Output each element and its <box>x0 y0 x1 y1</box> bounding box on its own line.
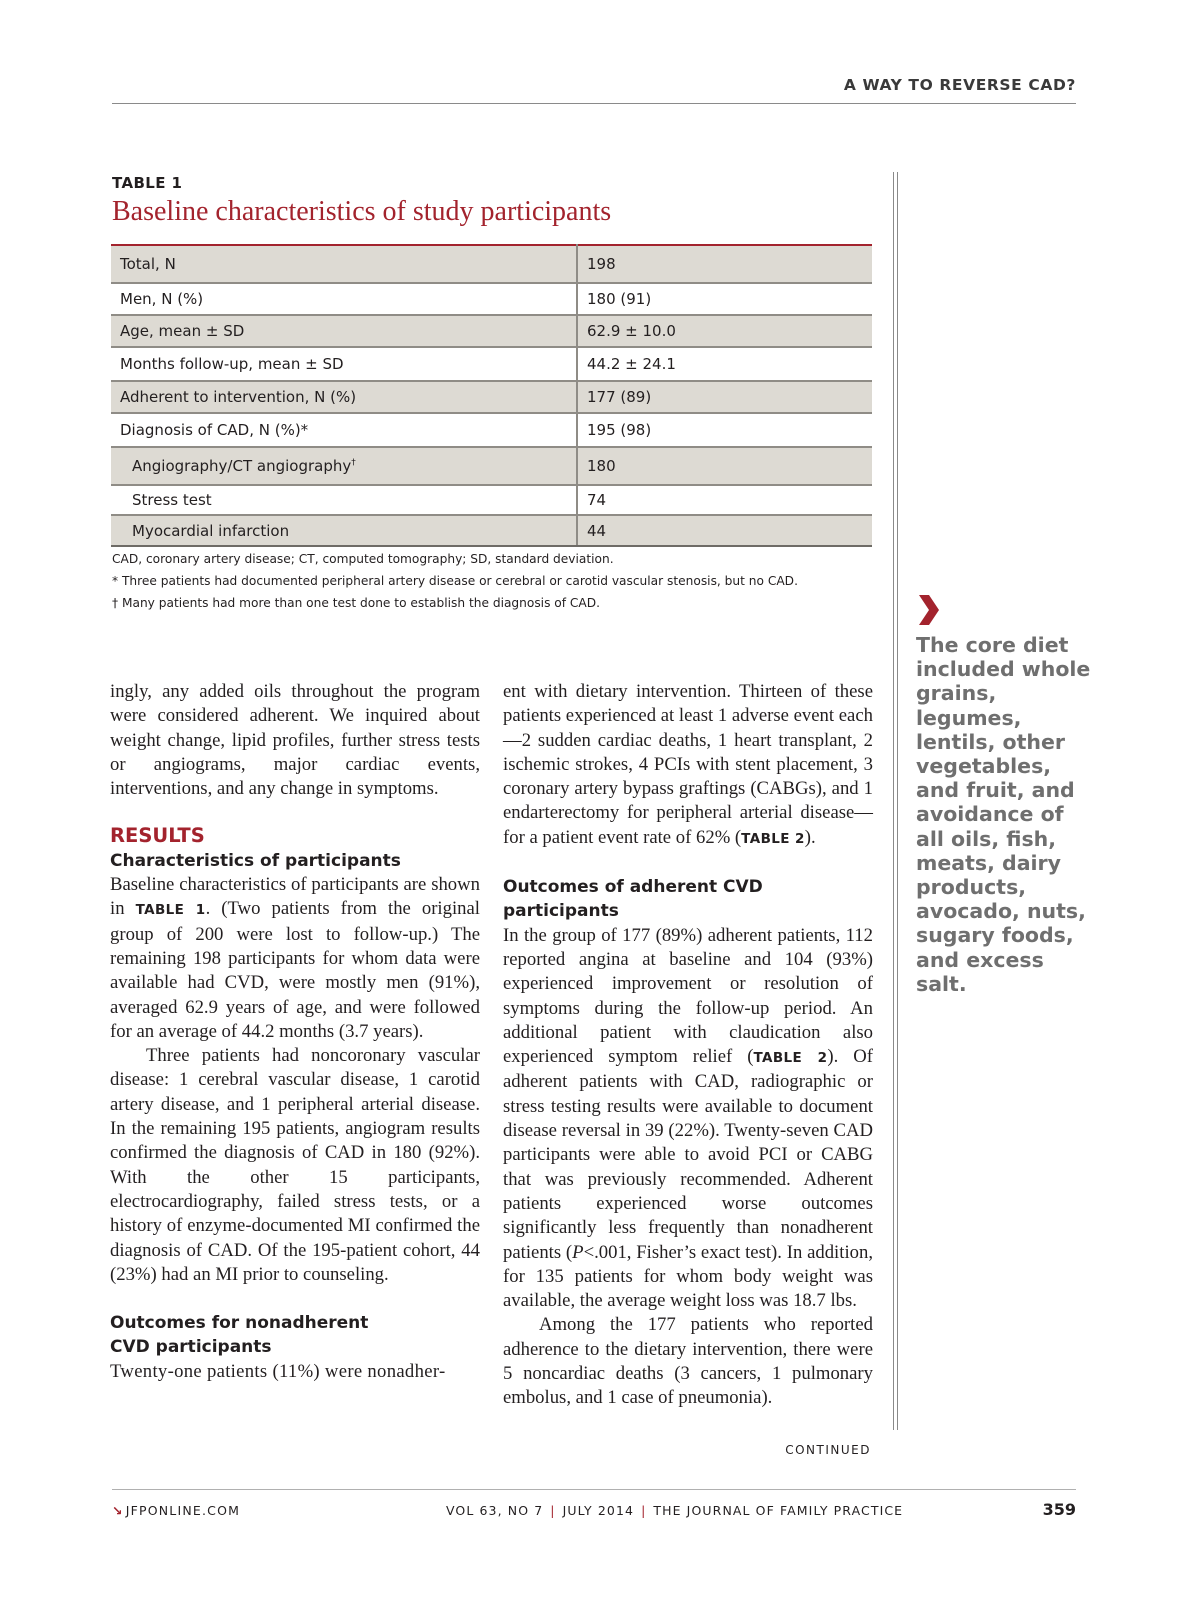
running-header: A WAY TO REVERSE CAD? <box>843 76 1076 94</box>
dagger-mark: † <box>351 458 356 468</box>
table-cell-value: 44.2 ± 24.1 <box>577 347 872 381</box>
body-column-right <box>503 680 873 1411</box>
table-row <box>111 347 872 381</box>
subheading-adherent: Outcomes of adherent CVD participants <box>503 877 763 922</box>
footer-site[interactable] <box>112 1503 240 1518</box>
footer-citation <box>446 1503 903 1518</box>
table-notes <box>112 548 882 614</box>
table-row <box>111 485 872 515</box>
table-cell-value: 74 <box>577 485 872 515</box>
chevron-right-icon <box>917 595 939 625</box>
paragraph-nonadherent-start: Twenty-one patients (11%) were nonadher- <box>110 1360 446 1382</box>
table-cell-label: Adherent to intervention, N (%) <box>111 381 577 413</box>
table-cell-value: 180 <box>577 447 872 485</box>
table-reference: TABLE 2 <box>753 1050 828 1067</box>
paragraph-noncoronary: Three patients had noncoronary vascular disease: 1 cerebral vascular disease, 1 carotid artery disease, and 1 peripheral arterial disease. In the remaining 195 patients, angiogram results confirmed the diagnosis of CAD in 180 (92%). With the other 15 participants, electrocardiography, failed stress tests, or a history of enzyme-documented MI confirmed the diagnosis of CAD. Of the 195-patient cohort, 44 (23%) had an MI prior to counseling. <box>110 1045 480 1285</box>
table-cell-label-text: Angiography/CT angiography <box>132 457 352 475</box>
table-reference: TABLE 2 <box>741 830 805 847</box>
footer-volume: VOL 63, NO 7 <box>446 1503 544 1518</box>
text-span: In the group of 177 (89%) adherent patients, 112 reported angina at baseline and 104 (93%) experienced improvement or resolution of symptoms during the follow-up period. An additional patient with claudication also experienced symptom relief ( <box>503 924 873 1068</box>
table-note-asterisk: * Three patients had documented peripheral artery disease or cerebral or carotid vascular stenosis, but no CAD. <box>112 574 798 588</box>
subheading-nonadherent <box>110 1311 480 1360</box>
table-cell-label: Age, mean ± SD <box>111 315 577 347</box>
table-cell-value: 198 <box>577 245 872 283</box>
footer-rule <box>112 1489 1076 1490</box>
results-heading: RESULTS <box>110 824 205 848</box>
table-row <box>111 515 872 546</box>
separator-bar: | <box>550 1503 556 1518</box>
table-row <box>111 413 872 447</box>
table-cell-value: 180 (91) <box>577 283 872 315</box>
footer-date: JULY 2014 <box>562 1503 635 1518</box>
table-cell-label: Total, N <box>111 245 577 283</box>
text-span: ). Of adherent patients with CAD, radiographic or stress testing results were available to document disease reversal in 39 (22%). Twenty-seven CAD participants were able to avoid PCI or CABG that was previously recommended. Adherent patients experienced worse outcomes significantly less frequently than nonadherent patients ( <box>503 1046 873 1263</box>
table-cell-label: Diagnosis of CAD, N (%)* <box>111 413 577 447</box>
pull-quote: The core diet included whole grains, legumes, lentils, other vegetables, and fruit, and avoidance of all oils, fish, meats, dairy products, avocado, nuts, sugary foods, and excess salt. <box>916 633 1091 996</box>
table-row <box>111 315 872 347</box>
paragraph-nonadherent <box>503 680 873 851</box>
table-cell-label: Months follow-up, mean ± SD <box>111 347 577 381</box>
table-cell-label: Myocardial infarction <box>111 515 577 546</box>
table-row <box>111 283 872 315</box>
body-column-left <box>110 680 480 1384</box>
header-rule <box>112 103 1076 104</box>
paragraph-adherent <box>503 924 873 1314</box>
table-cell-value: 177 (89) <box>577 381 872 413</box>
table-cell-value: 44 <box>577 515 872 546</box>
arrow-down-right-icon: ↘ <box>112 1503 124 1518</box>
page-number: 359 <box>1042 1500 1076 1519</box>
subheading-line: Outcomes for nonadherent <box>110 1313 369 1334</box>
text-span: ent with dietary intervention. Thirteen of these patients experienced at least 1 adverse event each—2 sudden cardiac deaths, 1 heart transplant, 2 ischemic strokes, 4 PCIs with stent placement, 3 coronary artery bypass graftings (CABGs), and 1 endarterectomy for peripheral arterial disease—for a patient event rate of 62% ( <box>503 681 873 848</box>
table-note-dagger: † Many patients had more than one test done to establish the diagnosis of CAD. <box>112 596 601 610</box>
text-span: ). <box>804 826 816 848</box>
sidebar-divider <box>893 172 898 1430</box>
table-note-abbreviations: CAD, coronary artery disease; CT, computed tomography; SD, standard deviation. <box>112 552 614 566</box>
table-cell-value: 62.9 ± 10.0 <box>577 315 872 347</box>
site-link[interactable]: JFPONLINE.COM <box>125 1503 241 1518</box>
table-row <box>111 245 872 283</box>
paragraph-intro: ingly, any added oils throughout the program were considered adherent. We inquired about weight change, lipid profiles, further stress tests or angiograms, major cardiac events, interventions, and any change in symptoms. <box>110 681 480 800</box>
text-span: . (Two patients from the original group of 200 were lost to follow-up.) The remaining 198 participants for whom data were available had CVD, were mostly men (91%), averaged 62.9 years of age, and were followed for an average of 44.2 months (3.7 years). <box>110 898 480 1042</box>
table-reference: TABLE 1 <box>135 902 206 919</box>
text-span: Baseline characteristics of participants are shown in <box>110 874 480 920</box>
separator-bar: | <box>641 1503 647 1518</box>
text-span: <.001, Fisher’s exact test). In addition, for 135 patients for whom body weight was available, the average weight loss was 18.7 lbs. <box>503 1241 873 1312</box>
table-cell-value: 195 (98) <box>577 413 872 447</box>
table-title: Baseline characteristics of study participants <box>112 196 612 227</box>
p-value-symbol: P <box>572 1241 584 1263</box>
table-cell-label: Stress test <box>111 485 577 515</box>
table-row <box>111 447 872 485</box>
subheading-line: CVD participants <box>110 1337 272 1358</box>
subheading-characteristics: Characteristics of participants <box>110 850 401 871</box>
table-label: TABLE 1 <box>112 174 183 192</box>
baseline-table <box>111 244 872 547</box>
footer-journal: THE JOURNAL OF FAMILY PRACTICE <box>653 1503 904 1518</box>
table-cell-label: Men, N (%) <box>111 283 577 315</box>
paragraph-baseline <box>110 873 480 1044</box>
continued-label: CONTINUED <box>785 1443 871 1457</box>
paragraph-among: Among the 177 patients who reported adherence to the dietary intervention, there were 5 noncardiac deaths (3 cancers, 1 pulmonary embolus, and 1 case of pneumonia). <box>503 1314 873 1409</box>
table-row <box>111 381 872 413</box>
table-cell-label <box>111 447 577 485</box>
